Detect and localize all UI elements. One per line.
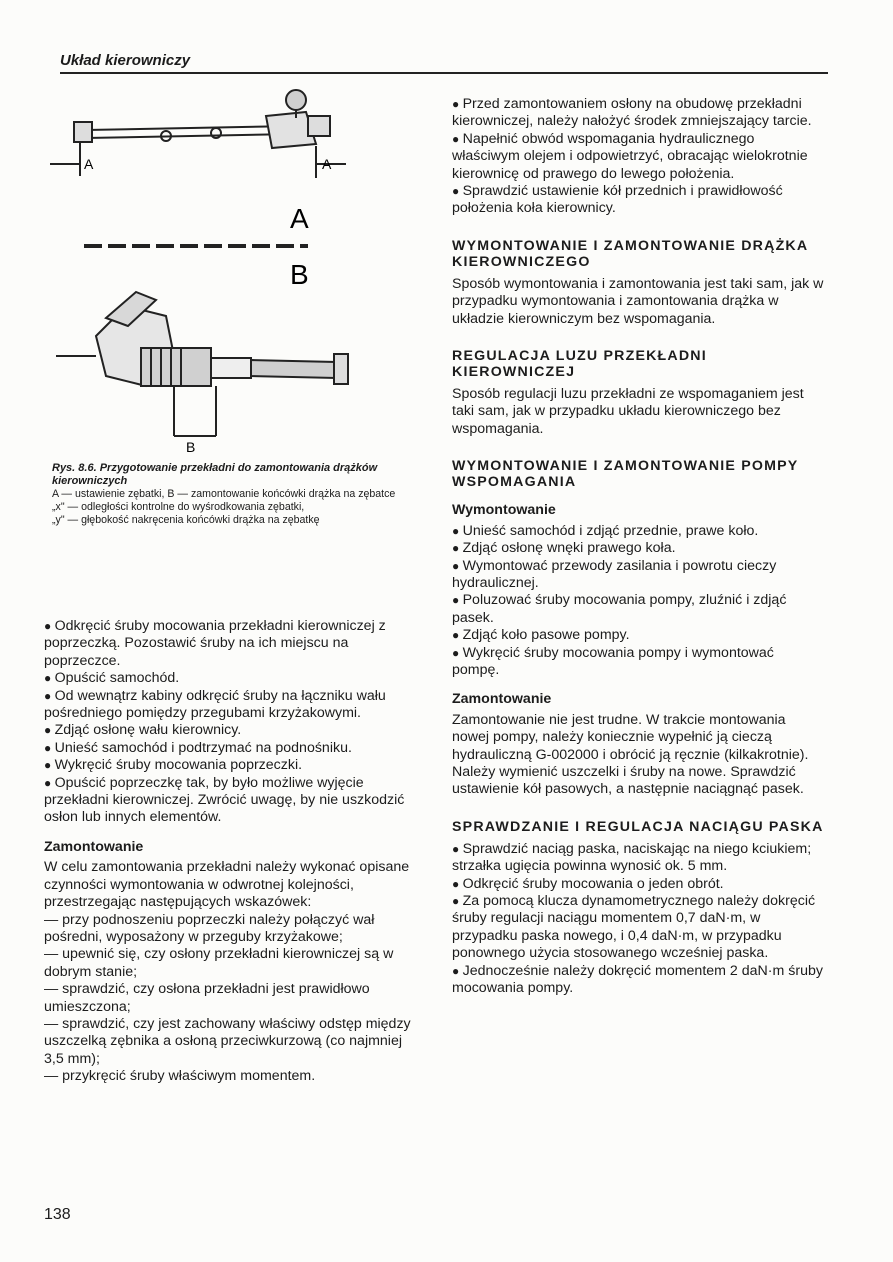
dash-item: — przy podnoszeniu poprzeczki należy połączyć wał pośredni, wyposażony w przeguby krzyżakowe; (44, 911, 375, 945)
subheading: Zamontowanie (452, 691, 552, 708)
list-item: ● Unieść samochód i zdjąć przednie, prawe koło. (452, 523, 824, 540)
list-item: ● Jednocześnie należy dokręcić momentem 2 daN·m śruby mocowania pompy. (452, 963, 824, 998)
list-item: ● Za pomocą klucza dynamometrycznego należy dokręcić śruby regulacji naciągu momentem 0,7 daN·m, w przypadku paska nowego, i 0,4 daN·m, w przypadku ponownego użycia stosowanego wcześniej paska. (452, 893, 824, 963)
dash-item: — przykręcić śruby właściwym momentem. (44, 1068, 316, 1085)
list-item: ● Poluzować śruby mocowania pompy, zluźnić i zdjąć pasek. (452, 592, 824, 627)
steering-rack-figure (46, 86, 382, 458)
section-heading: WYMONTOWANIE I ZAMONTOWANIE DRĄŻKA KIEROWNICZEGO (452, 237, 808, 270)
list-item: ● Zdjąć koło pasowe pompy. (452, 627, 824, 644)
paragraph: Należy wymienić uszczelki i śruby na nowe. Sprawdzić ustawienie kół pasowych, a następnie naciągnąć pasek. (452, 763, 804, 798)
paragraph: W celu zamontowania przekładni należy wykonać opisane czynności wymontowania w odwrotnej kolejności, przestrzegając następujących wskazówek: (44, 859, 410, 911)
figure-caption (52, 462, 422, 527)
page-header (60, 52, 828, 74)
dim-label-b: B (186, 439, 196, 455)
dim-label-a-right: A (322, 156, 332, 172)
dash-item: — sprawdzić, czy osłona przekładni jest prawidłowo umieszczona; (44, 981, 370, 1015)
list-item: ● Odkręcić śruby mocowania o jeden obrót. (452, 876, 824, 893)
list-item: ● Wykręcić śruby mocowania poprzeczki. (44, 757, 416, 774)
list-item: ● Przed zamontowaniem osłony na obudowę przekładni kierowniczej, należy nałożyć środek zmniejszający tarcie. (452, 96, 824, 131)
paragraph: Sposób regulacji luzu przekładni ze wspomaganiem jest taki sam, jak w przypadku układu kierowniczego bez wspomagania. (452, 386, 804, 437)
list-item: ● Wymontować przewody zasilania i powrotu cieczy hydraulicznej. (452, 558, 824, 593)
paragraph: Zamontowanie nie jest trudne. W trakcie montowania nowej pompy, należy koniecznie wypełnić ją cieczą hydrauliczną G-002000 i obrócić ją ręcznie (kilkakrotnie). (452, 711, 809, 763)
caption-line: A — ustawienie zębatki, B — zamontowanie końcówki drążka na zębatce (52, 488, 396, 500)
caption-line: „x" — odległości kontrolne do wyśrodkowania zębatki, (52, 501, 305, 513)
figure-label-b: B (290, 259, 309, 290)
list-item: ● Odkręcić śruby mocowania przekładni kierowniczej z poprzeczką. Pozostawić śruby na ich miejscu na poprzeczce. (44, 618, 416, 670)
dash-item: — upewnić się, czy osłony przekładni kierowniczej są w dobrym stanie; (44, 946, 394, 980)
section-heading: SPRAWDZANIE I REGULACJA NACIĄGU PASKA (452, 818, 824, 835)
subheading: Wymontowanie (452, 502, 556, 519)
list-item: ● Sprawdzić ustawienie kół przednich i prawidłowość położenia koła kierownicy. (452, 183, 824, 218)
drawing-a (50, 90, 346, 178)
list-item: ● Napełnić obwód wspomagania hydraulicznego właściwym olejem i odpowietrzyć, obracając wielokrotnie kierownicę od prawego do lewego położenia. (452, 131, 824, 183)
list-item: ● Wykręcić śruby mocowania pompy i wymontować pompę. (452, 645, 824, 680)
header-title: Układ kierowniczy (60, 52, 191, 69)
list-item: ● Opuścić samochód. (44, 670, 416, 687)
list-item: ● Od wewnątrz kabiny odkręcić śruby na łączniku wału pośredniego pomiędzy przegubami krzyżakowymi. (44, 688, 416, 723)
list-item: ● Zdjąć osłonę wału kierownicy. (44, 722, 416, 739)
section-heading: WYMONTOWANIE I ZAMONTOWANIE POMPY WSPOMAGANIA (452, 458, 799, 491)
right-column (452, 96, 824, 997)
subheading-zamontowanie: Zamontowanie (44, 838, 144, 855)
list-item: ● Opuścić poprzeczkę tak, by było możliwe wyjęcie przekładni kierowniczej. Zwrócić uwagę, by nie uszkodzić osłon lub innych elementów. (44, 775, 416, 827)
caption-title: Rys. 8.6. Przygotowanie przekładni do zamontowania drążków kierowniczych (52, 462, 378, 487)
figure-label-a: A (290, 203, 309, 234)
caption-line: „y" — głębokość nakręcenia końcówki drążka na zębatkę (52, 514, 320, 526)
paragraph: Sposób wymontowania i zamontowania jest taki sam, jak w przypadku wymontowania i zamontowania drążka w układzie kierowniczym bez wspomagania. (452, 275, 824, 327)
list-item: ● Zdjąć osłonę wnęki prawego koła. (452, 540, 824, 557)
dim-label-a-left: A (84, 156, 94, 172)
drawing-b (56, 292, 348, 436)
left-column (44, 618, 416, 1086)
list-item: ● Unieść samochód i podtrzymać na podnośniku. (44, 740, 416, 757)
list-item: ● Sprawdzić naciąg paska, naciskając na niego kciukiem; strzałka ugięcia powinna wynosić ok. 5 mm. (452, 841, 824, 876)
dash-item: — sprawdzić, czy jest zachowany właściwy odstęp między uszczelką zębnika a osłoną przeciwkurzową (co najmniej 3,5 mm); (44, 1015, 411, 1067)
section-heading: REGULACJA LUZU PRZEKŁADNI KIEROWNICZEJ (452, 348, 707, 381)
page-number: 138 (44, 1206, 71, 1223)
